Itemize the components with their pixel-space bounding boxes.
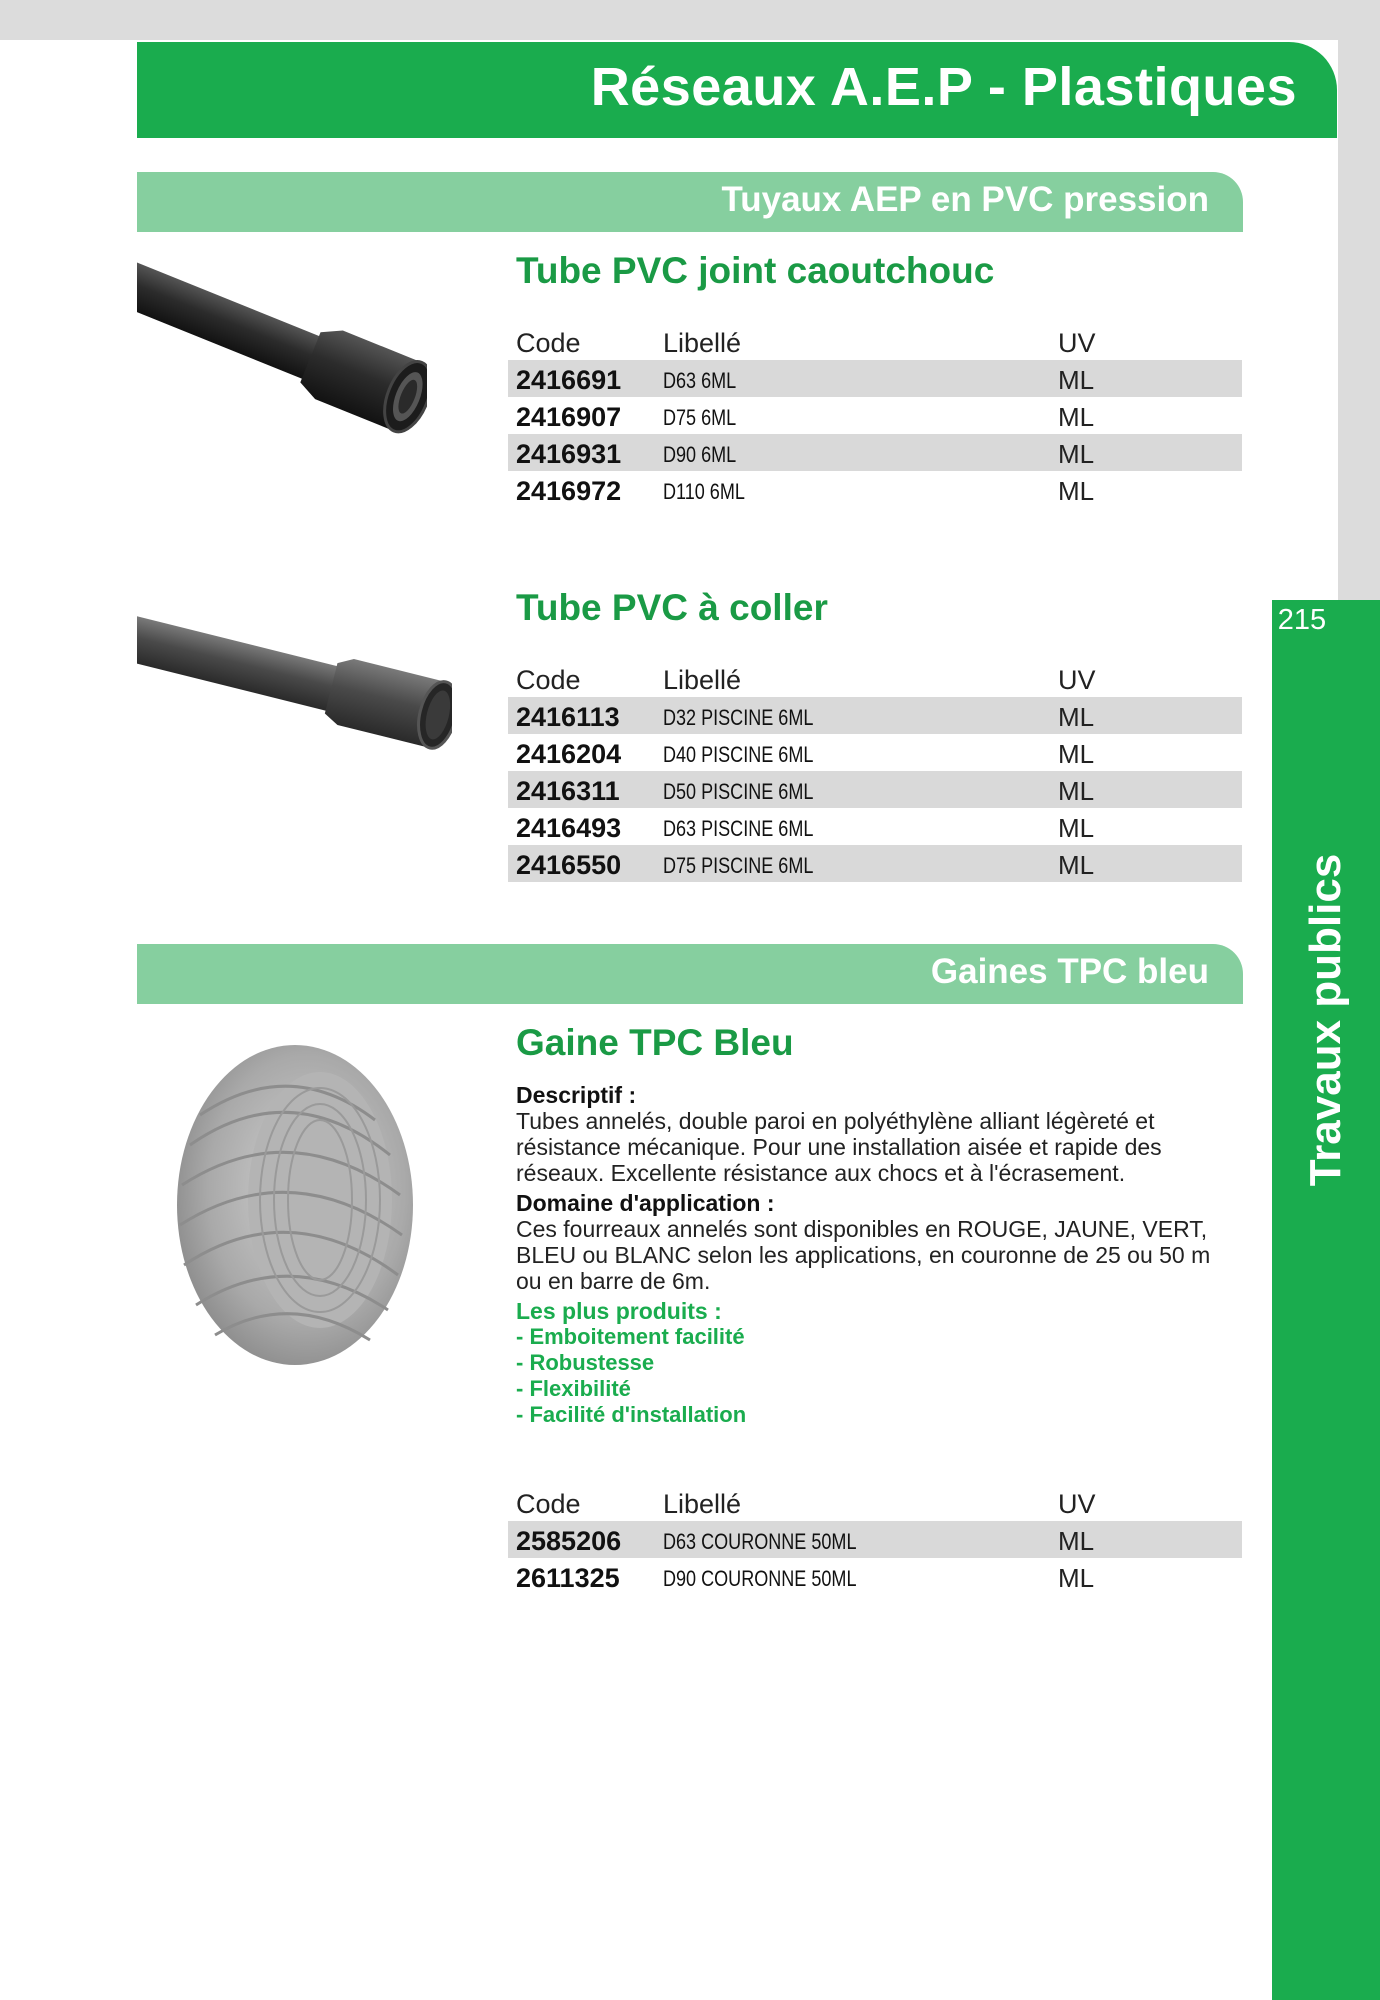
column-header-libelle: Libellé [663,328,742,358]
list-item: - Facilité d'installation [516,1402,747,1427]
table-row [508,1558,1242,1595]
domaine-label: Domaine d'application : [516,1190,775,1216]
table-row [508,471,1242,508]
page-title: Réseaux A.E.P - Plastiques [590,57,1297,117]
list-item: - Emboitement facilité [516,1324,745,1349]
table-row [508,845,1242,882]
product-title: Tube PVC joint caoutchouc [516,250,995,291]
column-header-code: Code [516,328,581,358]
table-row [508,397,1242,434]
descriptif-label: Descriptif : [516,1082,637,1108]
row-uv: ML [1058,850,1095,880]
row-uv: ML [1058,813,1095,843]
row-uv: ML [1058,739,1095,769]
row-code: 2611325 [516,1563,620,1593]
plus-produits-label: Les plus produits : [516,1298,722,1324]
page-number: 215 [1274,604,1330,637]
column-header-libelle: Libellé [663,1489,742,1519]
row-uv: ML [1058,702,1095,732]
row-uv: ML [1058,776,1095,806]
section-title: Gaines TPC bleu [930,952,1209,991]
product-table [508,1484,1242,1595]
product-title: Gaine TPC Bleu [516,1022,794,1063]
row-libelle: D90 6ML [663,442,737,467]
row-libelle: D75 PISCINE 6ML [663,853,814,878]
table-row [508,697,1242,734]
row-libelle: D63 COURONNE 50ML [663,1529,857,1554]
product-table [508,660,1242,882]
top-strip [0,0,1380,40]
row-code: 2585206 [516,1526,622,1556]
table-header [508,1484,1242,1521]
product-description [516,1082,1236,1428]
table-row [508,808,1242,845]
table-header [508,323,1242,360]
table-row [508,360,1242,397]
row-code: 2416691 [516,365,622,395]
list-item: - Robustesse [516,1350,655,1375]
row-code: 2416311 [516,776,620,806]
table-row [508,734,1242,771]
section-banner-gaines-tpc [137,944,1243,1004]
pvc-pipe-glue-socket-image [137,600,452,800]
row-code: 2416493 [516,813,622,843]
section-title: Tuyaux AEP en PVC pression [721,180,1209,219]
column-header-uv: UV [1058,328,1096,358]
row-uv: ML [1058,439,1095,469]
product-table [508,323,1242,508]
table-row [508,771,1242,808]
row-code: 2416907 [516,402,622,432]
row-code: 2416972 [516,476,622,506]
descriptif-text: Tubes annelés, double paroi en polyéthylène alliant légèreté et résistance mécanique. Pour une installation aisée et rapide des réseaux. Excellente résistance aux chocs et à l'écrasement. [516,1108,1162,1186]
pvc-pipe-with-rubber-joint-image [137,250,427,475]
column-header-code: Code [516,1489,581,1519]
domaine-text: Ces fourreaux annelés sont disponibles en ROUGE, JAUNE, VERT, BLEU ou BLANC selon les applications, en couronne de 25 ou 50 m ou en barre de 6m. [516,1216,1211,1294]
column-header-code: Code [516,665,581,695]
row-libelle: D63 6ML [663,368,737,393]
product-title: Tube PVC à coller [516,587,828,628]
table-row [508,434,1242,471]
row-libelle: D90 COURONNE 50ML [663,1566,857,1591]
side-category-tab [1272,600,1380,2000]
row-libelle: D75 6ML [663,405,737,430]
table-header [508,660,1242,697]
row-libelle: D63 PISCINE 6ML [663,816,814,841]
category-label: Travaux publics [1301,853,1350,1187]
table-row [508,1521,1242,1558]
row-libelle: D50 PISCINE 6ML [663,779,814,804]
row-uv: ML [1058,476,1095,506]
list-item: - Flexibilité [516,1376,631,1401]
column-header-uv: UV [1058,665,1096,695]
page-header [137,42,1337,138]
margin-strip [1338,0,1380,600]
column-header-libelle: Libellé [663,665,742,695]
section-banner-pvc-pression [137,172,1243,232]
plus-produits-list [516,1324,1236,1428]
row-libelle: D32 PISCINE 6ML [663,705,814,730]
row-uv: ML [1058,1526,1095,1556]
row-code: 2416931 [516,439,622,469]
row-uv: ML [1058,1563,1095,1593]
row-libelle: D40 PISCINE 6ML [663,742,814,767]
row-uv: ML [1058,365,1095,395]
row-code: 2416204 [516,739,622,769]
corrugated-duct-coil-image [160,1035,420,1375]
column-header-uv: UV [1058,1489,1096,1519]
row-libelle: D110 6ML [663,479,745,504]
row-uv: ML [1058,402,1095,432]
row-code: 2416113 [516,702,620,732]
row-code: 2416550 [516,850,622,880]
